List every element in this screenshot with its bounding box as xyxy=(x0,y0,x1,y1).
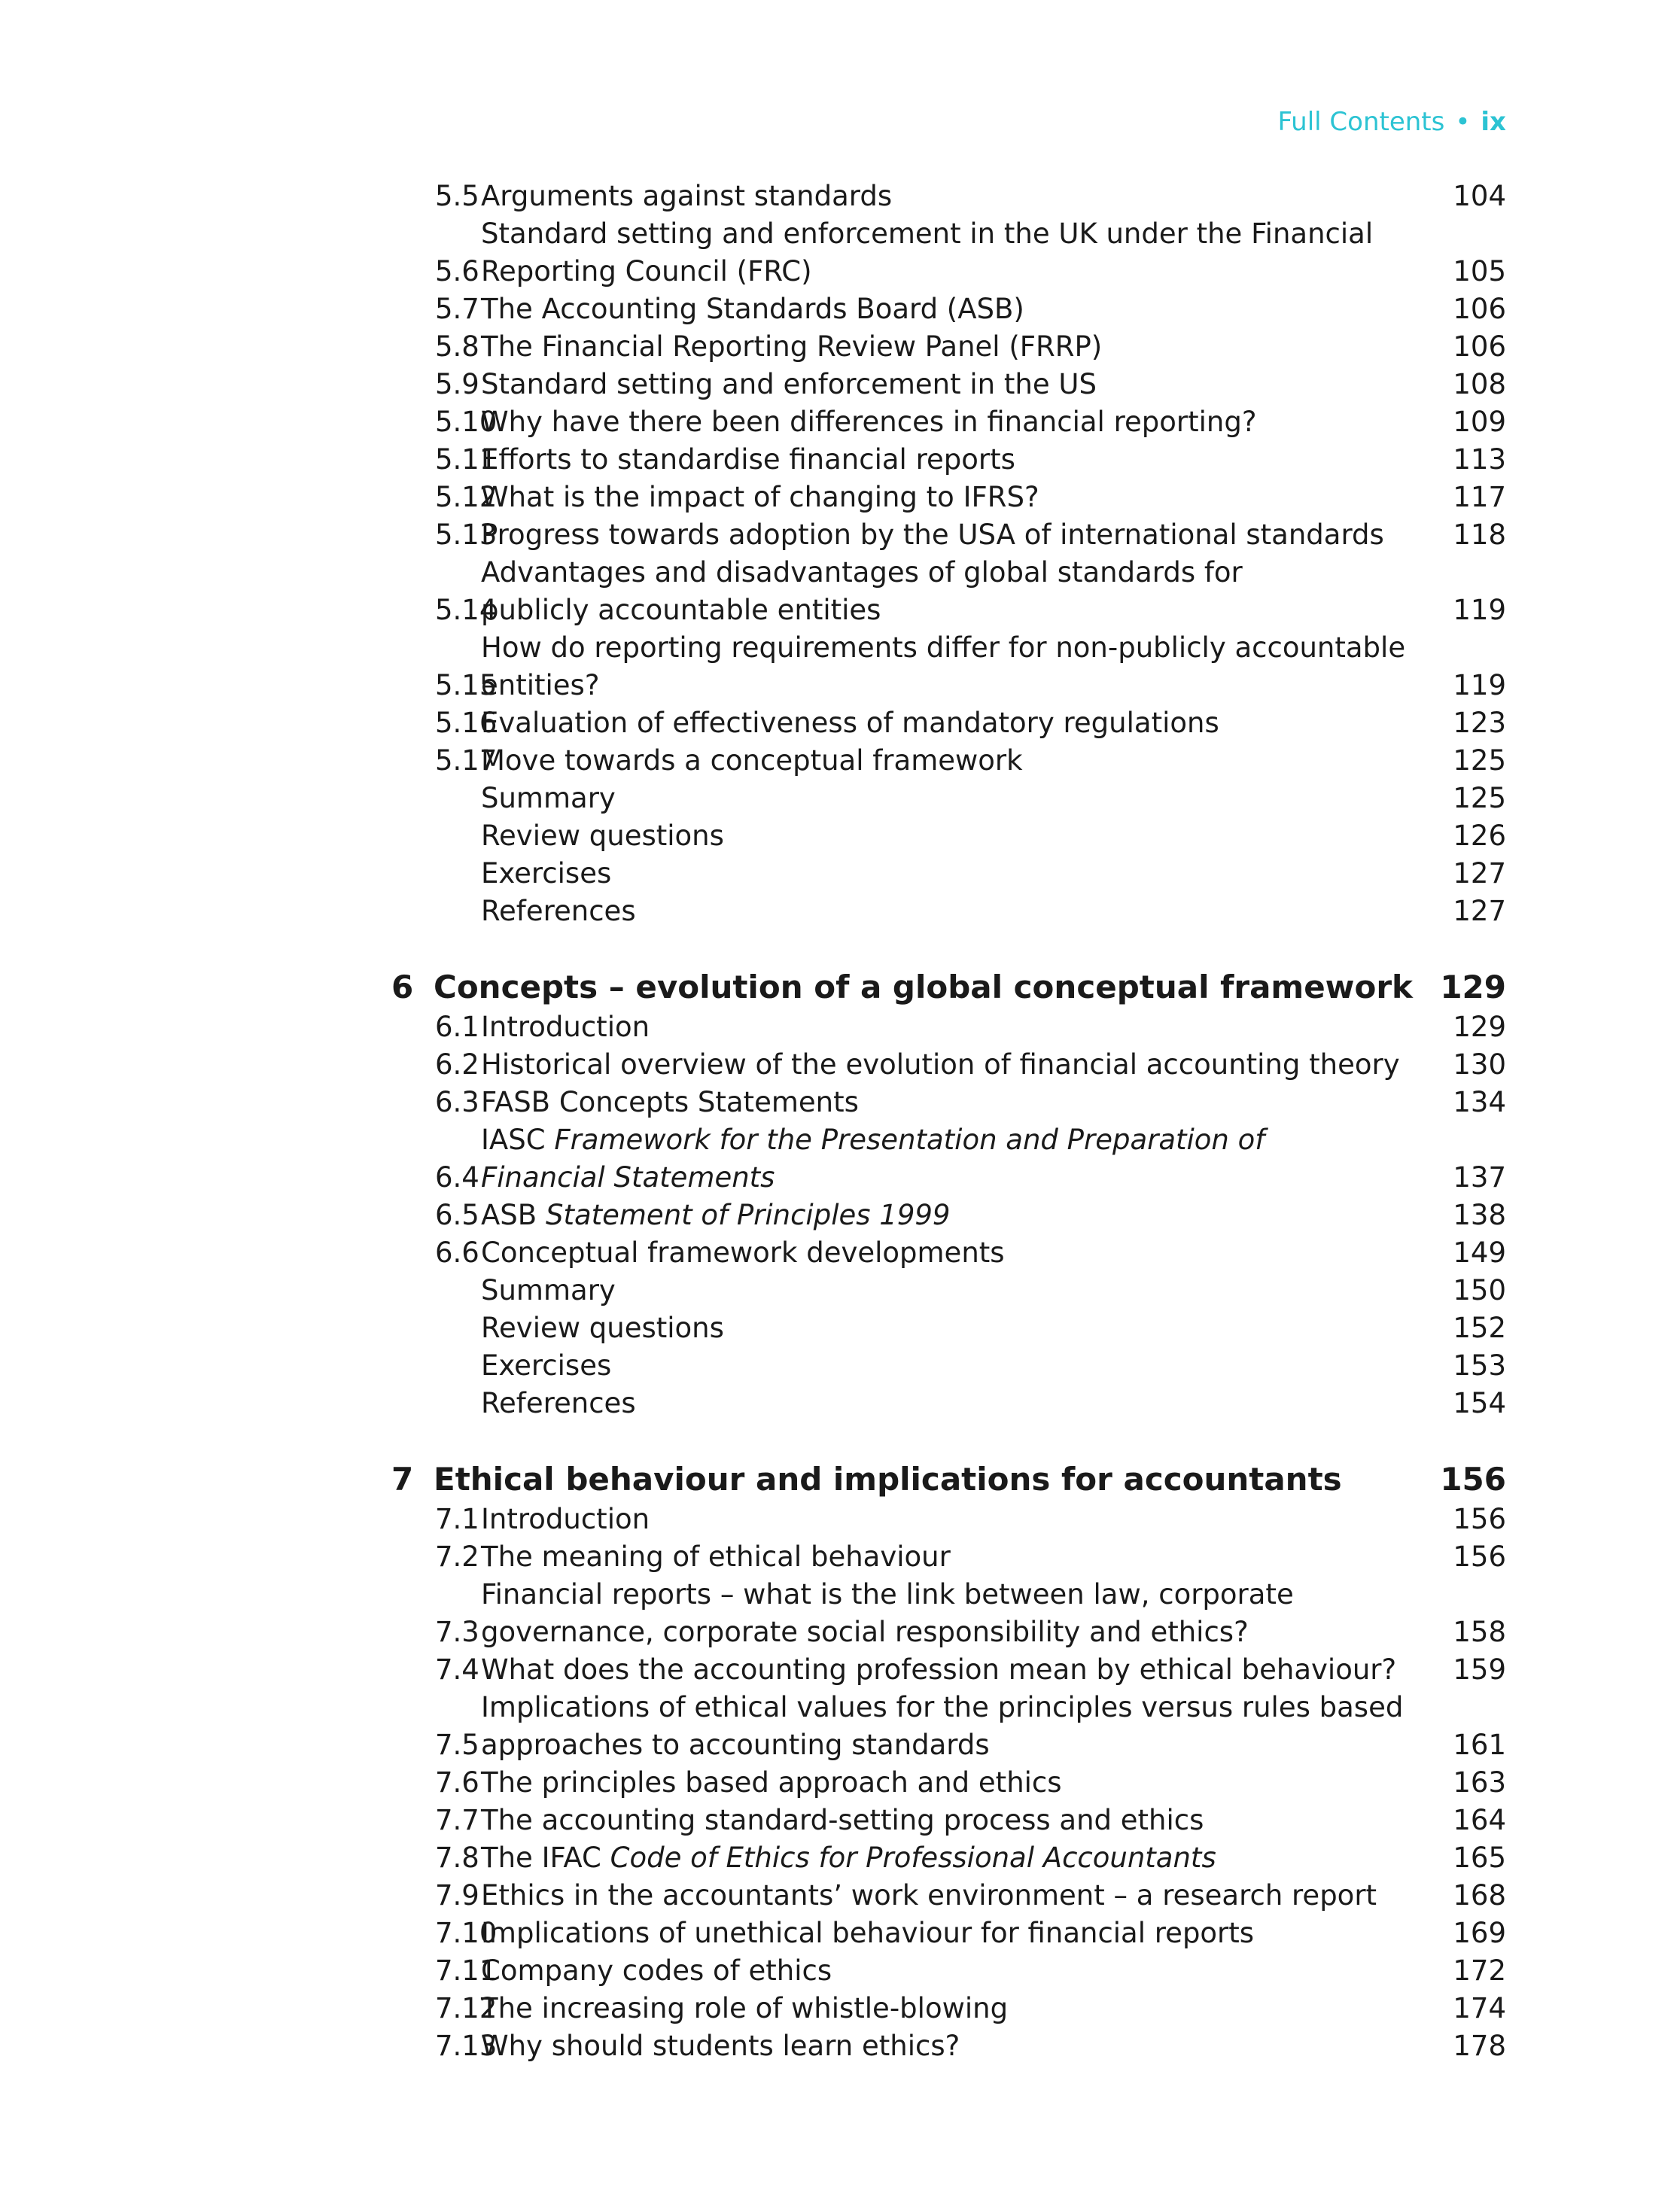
toc-entry xyxy=(391,1046,1506,1084)
entry-page: 156 xyxy=(1453,1503,1506,1535)
toc-entry xyxy=(391,1576,1506,1651)
toc-entry xyxy=(391,1538,1506,1576)
toc-entry xyxy=(391,629,1506,704)
toc-entry xyxy=(391,1802,1506,1839)
entry-number: 5.6 xyxy=(435,255,479,287)
toc-entry xyxy=(391,479,1506,516)
toc-entry xyxy=(391,704,1506,742)
entry-page: 161 xyxy=(1453,1729,1506,1761)
toc-entry xyxy=(391,893,1506,930)
entry-page: 165 xyxy=(1453,1842,1506,1874)
toc-entry xyxy=(391,403,1506,441)
chapter-number: 6 xyxy=(391,969,414,1005)
toc-entry xyxy=(391,215,1506,290)
entry-number: 5.13 xyxy=(435,519,498,551)
entry-number: 7.12 xyxy=(435,1992,498,2024)
entry-title-italic: Code of Ethics for Professional Accountants xyxy=(610,1842,1216,1874)
entry-title: Exercises xyxy=(481,857,612,890)
entry-number: 7.10 xyxy=(435,1917,498,1949)
entry-number: 6.5 xyxy=(435,1199,479,1231)
toc-entry xyxy=(391,1084,1506,1121)
entry-number: 7.1 xyxy=(435,1503,479,1535)
toc-entry xyxy=(391,1501,1506,1538)
toc-entry xyxy=(391,2027,1506,2065)
entry-title: Why should students learn ethics? xyxy=(481,2030,960,2062)
toc-entry xyxy=(391,366,1506,403)
running-head xyxy=(1277,107,1506,137)
toc-entry xyxy=(391,178,1506,215)
entry-number: 5.15 xyxy=(435,669,498,701)
entry-title: Standard setting and enforcement in the UK under the Financial Reporting Council (FRC) xyxy=(481,217,1374,287)
toc-entry xyxy=(391,328,1506,366)
entry-page: 106 xyxy=(1453,293,1506,325)
toc-entry xyxy=(391,1651,1506,1689)
entry-title: Introduction xyxy=(481,1011,650,1043)
entry-title: Exercises xyxy=(481,1349,612,1382)
toc-entry xyxy=(391,1952,1506,1990)
entry-page: 152 xyxy=(1453,1312,1506,1344)
entry-number: 5.5 xyxy=(435,180,479,212)
entry-title: Financial reports – what is the link between law, corporate governance, corporate social responsibility and ethics? xyxy=(481,1578,1294,1648)
toc-entry xyxy=(391,1689,1506,1764)
toc-entry xyxy=(391,1839,1506,1877)
chapter-heading xyxy=(391,966,1506,1008)
entry-page: 134 xyxy=(1453,1086,1506,1118)
entry-number: 6.1 xyxy=(435,1011,479,1043)
chapter-6 xyxy=(391,966,1506,1422)
entry-title: Move towards a conceptual framework xyxy=(481,744,1023,777)
entry-title xyxy=(481,1839,1431,1877)
entry-number: 7.7 xyxy=(435,1804,479,1836)
toc-entry xyxy=(391,780,1506,817)
table-of-contents xyxy=(391,178,1506,2065)
chapter-page: 156 xyxy=(1440,1461,1506,1498)
toc-entry xyxy=(391,817,1506,855)
chapter-title: Concepts – evolution of a global conceptual framework xyxy=(434,969,1413,1005)
entry-page: 125 xyxy=(1453,782,1506,814)
entry-title-prefix: ASB xyxy=(481,1199,546,1231)
entry-title: The meaning of ethical behaviour xyxy=(481,1541,951,1573)
entry-page: 178 xyxy=(1453,2030,1506,2062)
toc-entry xyxy=(391,441,1506,479)
toc-entry xyxy=(391,742,1506,780)
entry-number: 5.12 xyxy=(435,481,498,513)
entry-page: 159 xyxy=(1453,1653,1506,1686)
entry-number: 7.5 xyxy=(435,1729,479,1761)
entry-title: Efforts to standardise financial reports xyxy=(481,443,1015,476)
toc-entry xyxy=(391,1764,1506,1802)
entry-title: The Financial Reporting Review Panel (FRRP) xyxy=(481,330,1103,363)
entry-title: Ethics in the accountants’ work environment – a research report xyxy=(481,1879,1377,1912)
chapter-heading xyxy=(391,1459,1506,1501)
entry-title: References xyxy=(481,1387,636,1419)
toc-entry xyxy=(391,855,1506,893)
entry-title: Why have there been differences in financial reporting? xyxy=(481,406,1257,438)
running-head-separator: • xyxy=(1455,107,1471,137)
toc-entry xyxy=(391,1915,1506,1952)
entry-number: 5.9 xyxy=(435,368,479,400)
toc-entry xyxy=(391,554,1506,629)
entry-number: 7.13 xyxy=(435,2030,498,2062)
entry-number: 6.3 xyxy=(435,1086,479,1118)
entry-page: 105 xyxy=(1453,255,1506,287)
entry-title: What is the impact of changing to IFRS? xyxy=(481,481,1039,513)
entry-page: 127 xyxy=(1453,895,1506,927)
entry-title: The principles based approach and ethics xyxy=(481,1766,1062,1799)
entry-page: 174 xyxy=(1453,1992,1506,2024)
entry-page: 153 xyxy=(1453,1349,1506,1382)
entry-title-prefix: IASC xyxy=(481,1124,555,1156)
entry-title: How do reporting requirements differ for non-publicly accountable entities? xyxy=(481,631,1406,701)
entry-title-italic: Framework for the Presentation and Preparation of Financial Statements xyxy=(481,1124,1265,1194)
entry-page: 163 xyxy=(1453,1766,1506,1799)
entry-number: 7.8 xyxy=(435,1842,479,1874)
entry-number: 7.2 xyxy=(435,1541,479,1573)
entry-title: Historical overview of the evolution of financial accounting theory xyxy=(481,1048,1400,1081)
toc-entry xyxy=(391,1121,1506,1197)
toc-entry xyxy=(391,1234,1506,1272)
entry-number: 7.11 xyxy=(435,1954,498,1987)
entry-number: 5.10 xyxy=(435,406,498,438)
entry-title: Standard setting and enforcement in the US xyxy=(481,368,1097,400)
entry-title xyxy=(481,1197,1431,1234)
entry-title: Arguments against standards xyxy=(481,180,893,212)
entry-page: 104 xyxy=(1453,180,1506,212)
entry-title: Evaluation of effectiveness of mandatory regulations xyxy=(481,707,1219,739)
chapter-number: 7 xyxy=(391,1461,414,1498)
entry-page: 118 xyxy=(1453,519,1506,551)
entry-title: Summary xyxy=(481,782,616,814)
entry-page: 117 xyxy=(1453,481,1506,513)
entry-number: 5.14 xyxy=(435,594,498,626)
entry-page: 158 xyxy=(1453,1616,1506,1648)
entry-page: 119 xyxy=(1453,594,1506,626)
running-head-label: Full Contents xyxy=(1277,107,1445,137)
entry-title xyxy=(481,1121,1431,1197)
entry-title-italic: Statement of Principles 1999 xyxy=(545,1199,951,1231)
chapter-5-section-list xyxy=(391,178,1506,930)
entry-number: 5.16 xyxy=(435,707,498,739)
entry-number: 5.11 xyxy=(435,443,498,476)
entry-page: 168 xyxy=(1453,1879,1506,1912)
entry-page: 113 xyxy=(1453,443,1506,476)
entry-page: 150 xyxy=(1453,1274,1506,1306)
entry-title: Conceptual framework developments xyxy=(481,1236,1005,1269)
entry-number: 5.8 xyxy=(435,330,479,363)
entry-title: Progress towards adoption by the USA of international standards xyxy=(481,519,1384,551)
entry-title: Summary xyxy=(481,1274,616,1306)
entry-title: Implications of ethical values for the principles versus rules based approaches to accounting standards xyxy=(481,1691,1404,1761)
entry-number: 6.4 xyxy=(435,1161,479,1194)
entry-title: Company codes of ethics xyxy=(481,1954,832,1987)
entry-title: FASB Concepts Statements xyxy=(481,1086,859,1118)
entry-title: The accounting standard-setting process and ethics xyxy=(481,1804,1204,1836)
entry-page: 125 xyxy=(1453,744,1506,777)
toc-entry xyxy=(391,290,1506,328)
entry-number: 5.7 xyxy=(435,293,479,325)
entry-number: 7.4 xyxy=(435,1653,479,1686)
entry-number: 7.9 xyxy=(435,1879,479,1912)
entry-page: 172 xyxy=(1453,1954,1506,1987)
entry-number: 7.6 xyxy=(435,1766,479,1799)
entry-title: What does the accounting profession mean by ethical behaviour? xyxy=(481,1653,1397,1686)
entry-title: Review questions xyxy=(481,1312,724,1344)
entry-page: 149 xyxy=(1453,1236,1506,1269)
entry-page: 106 xyxy=(1453,330,1506,363)
toc-entry xyxy=(391,1197,1506,1234)
entry-page: 138 xyxy=(1453,1199,1506,1231)
entry-number: 7.3 xyxy=(435,1616,479,1648)
entry-page: 127 xyxy=(1453,857,1506,890)
toc-entry xyxy=(391,516,1506,554)
entry-title: The increasing role of whistle-blowing xyxy=(481,1992,1009,2024)
chapter-title: Ethical behaviour and implications for accountants xyxy=(434,1461,1342,1498)
toc-entry xyxy=(391,1272,1506,1309)
entry-title: References xyxy=(481,895,636,927)
entry-page: 119 xyxy=(1453,669,1506,701)
entry-page: 156 xyxy=(1453,1541,1506,1573)
entry-title: Implications of unethical behaviour for financial reports xyxy=(481,1917,1255,1949)
entry-page: 109 xyxy=(1453,406,1506,438)
chapter-page: 129 xyxy=(1440,969,1506,1005)
entry-page: 169 xyxy=(1453,1917,1506,1949)
entry-title: Introduction xyxy=(481,1503,650,1535)
toc-entry xyxy=(391,1385,1506,1422)
entry-number: 6.6 xyxy=(435,1236,479,1269)
toc-entry xyxy=(391,1347,1506,1385)
entry-title-prefix: The IFAC xyxy=(481,1842,610,1874)
entry-title: The Accounting Standards Board (ASB) xyxy=(481,293,1024,325)
entry-page: 164 xyxy=(1453,1804,1506,1836)
page-folio: ix xyxy=(1481,107,1506,137)
entry-page: 137 xyxy=(1453,1161,1506,1194)
entry-number: 6.2 xyxy=(435,1048,479,1081)
toc-entry xyxy=(391,1990,1506,2027)
entry-page: 130 xyxy=(1453,1048,1506,1081)
entry-page: 154 xyxy=(1453,1387,1506,1419)
entry-page: 126 xyxy=(1453,820,1506,852)
chapter-7 xyxy=(391,1459,1506,2065)
entry-title: Review questions xyxy=(481,820,724,852)
entry-page: 123 xyxy=(1453,707,1506,739)
toc-entry xyxy=(391,1877,1506,1915)
toc-entry xyxy=(391,1309,1506,1347)
toc-entry xyxy=(391,1008,1506,1046)
entry-page: 108 xyxy=(1453,368,1506,400)
entry-page: 129 xyxy=(1453,1011,1506,1043)
entry-number: 5.17 xyxy=(435,744,498,777)
entry-title: Advantages and disadvantages of global standards for publicly accountable entities xyxy=(481,556,1243,626)
